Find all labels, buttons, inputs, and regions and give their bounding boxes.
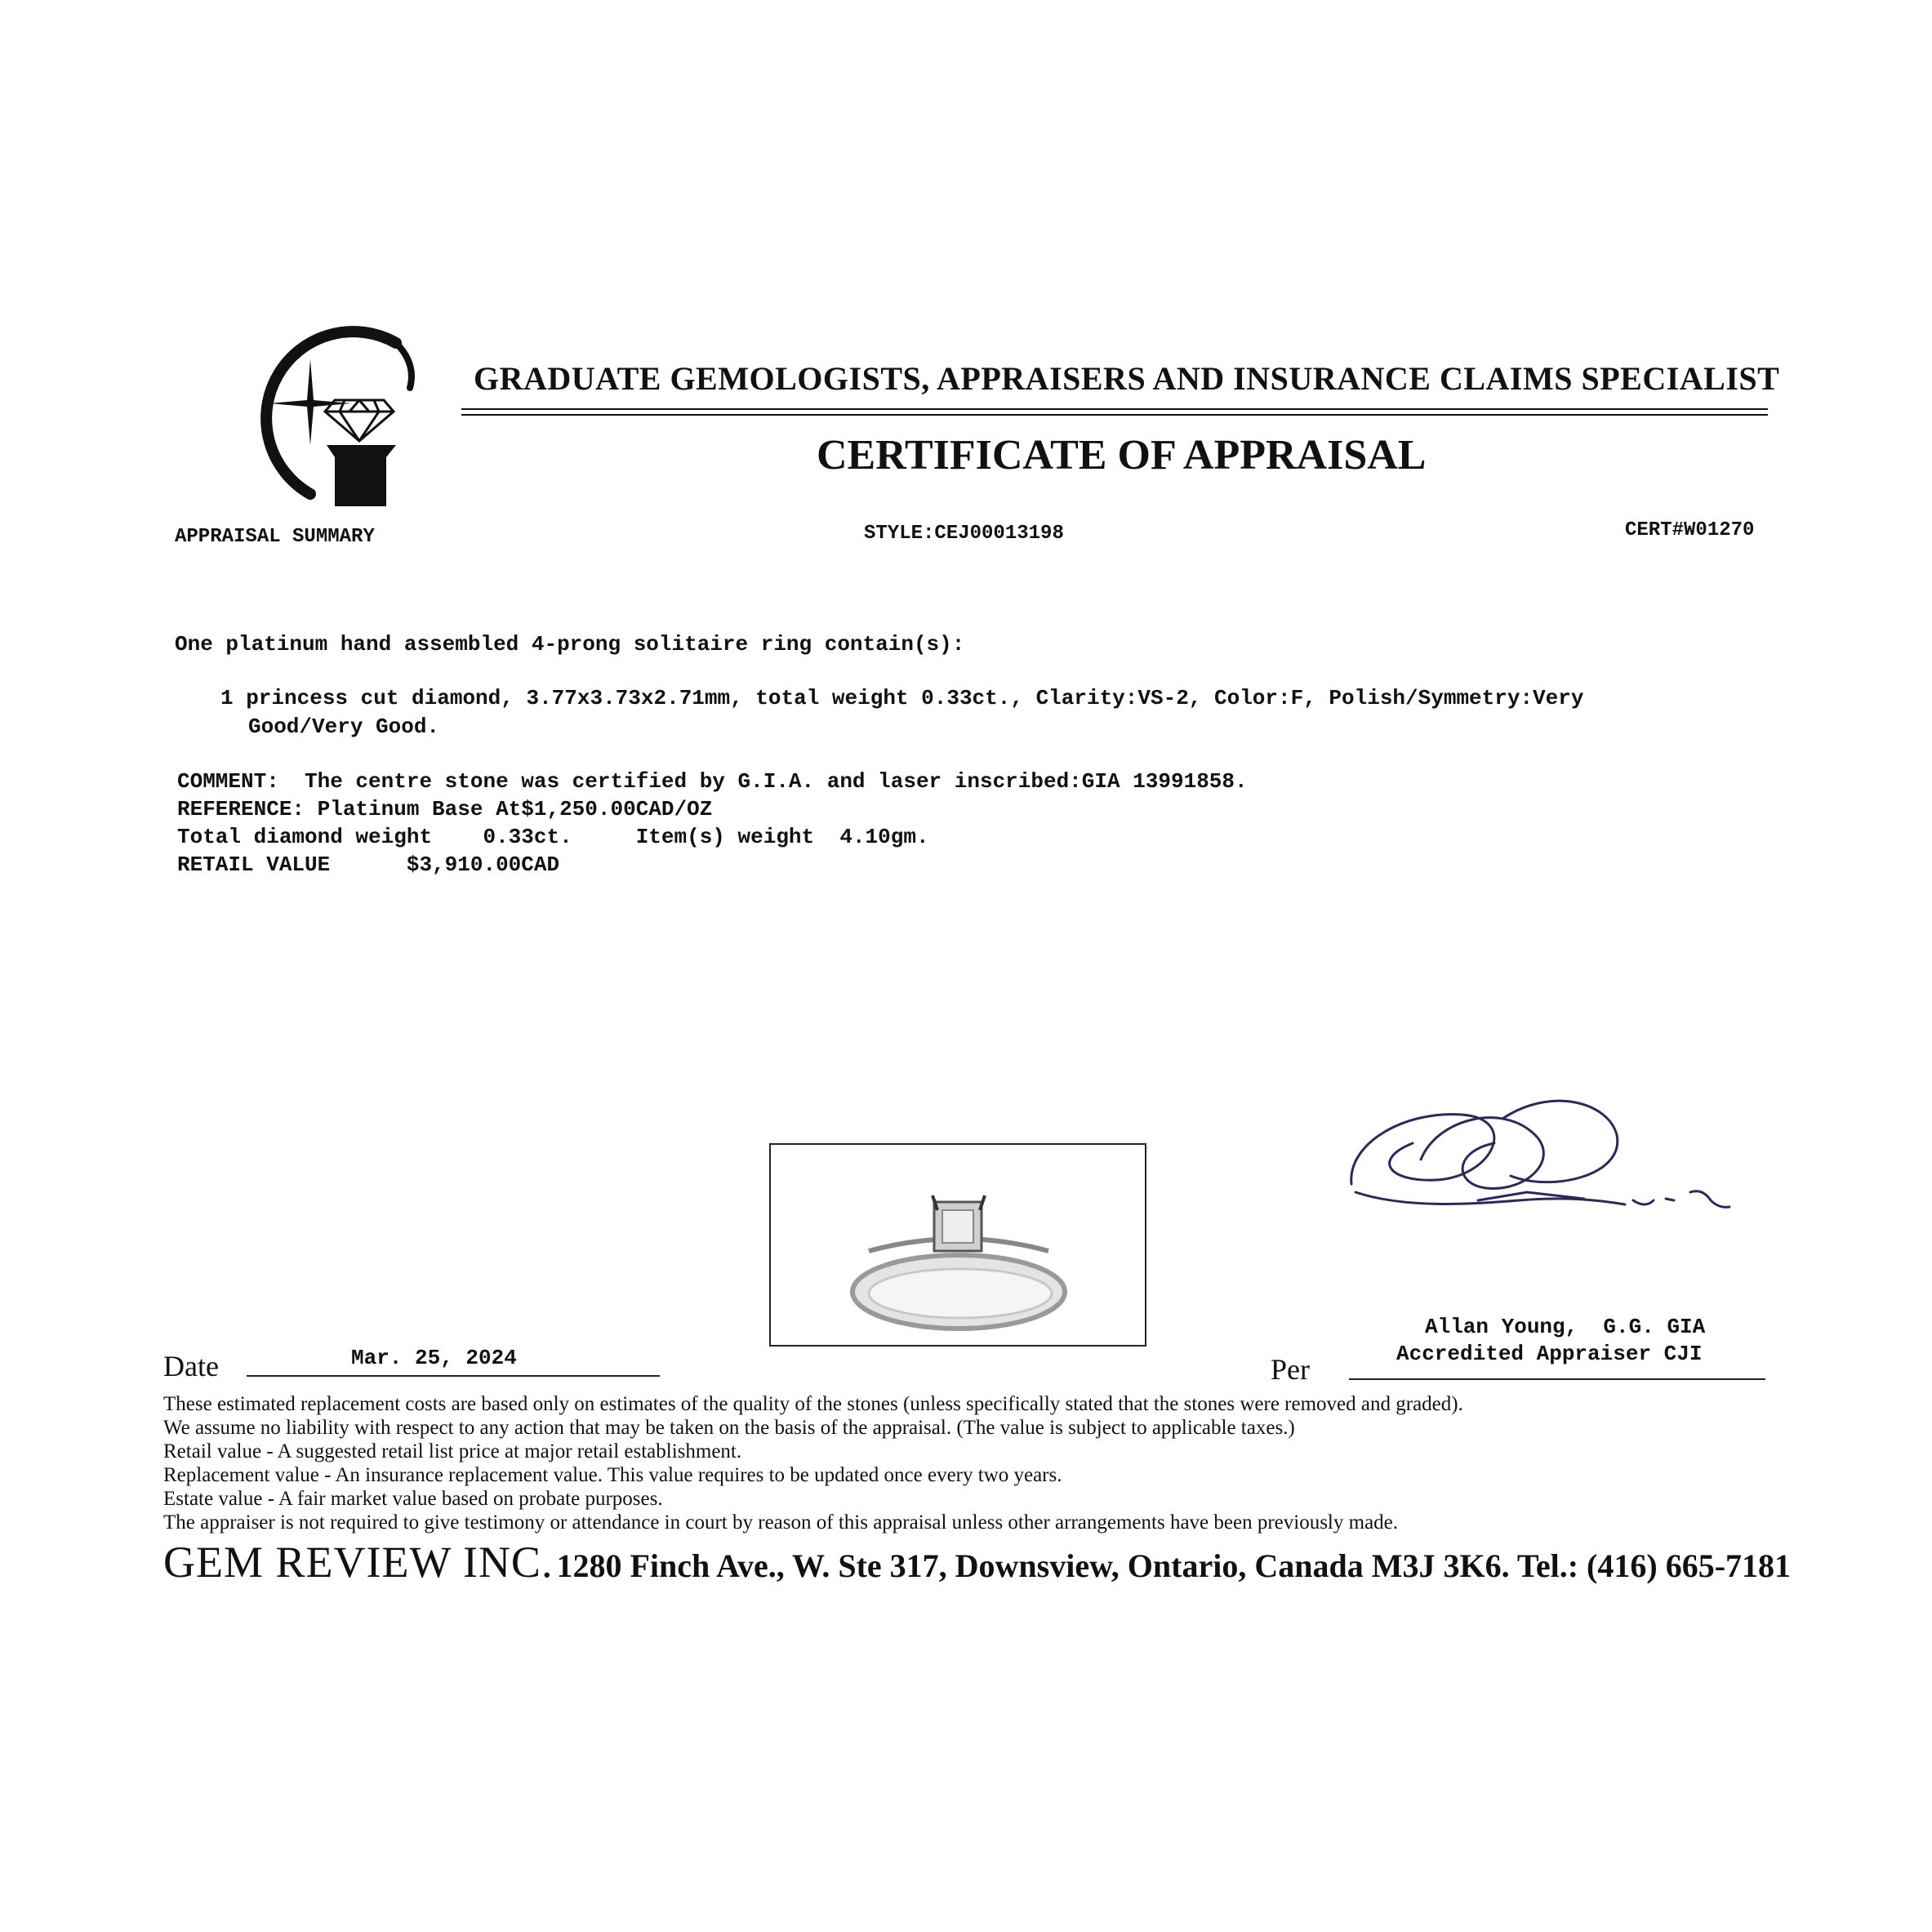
weight-line: Total diamond weight 0.33ct. Item(s) weight 4.10gm.: [177, 825, 929, 849]
retail-value: RETAIL VALUE $3,910.00CAD: [177, 852, 560, 877]
disclaimer-line: The appraiser is not required to give testimony or attendance in court by reason of this appraisal unless other arrangements have been previously made.: [163, 1511, 1399, 1534]
appraisal-summary-label: APPRAISAL SUMMARY: [175, 526, 375, 548]
ring-photo: [769, 1143, 1146, 1347]
appraiser-title: Accredited Appraiser CJI: [1396, 1342, 1703, 1366]
comment-line: COMMENT: The centre stone was certified by G.I.A. and laser inscribed:GIA 13991858.: [177, 769, 1248, 794]
header-title: GRADUATE GEMOLOGISTS, APPRAISERS AND INSURANCE CLAIMS SPECIALIST: [474, 360, 1780, 397]
disclaimer-line: Replacement value - An insurance replacement value. This value requires to be updated once every two years.: [163, 1464, 1062, 1486]
appraiser-name: Allan Young, G.G. GIA: [1425, 1315, 1706, 1339]
reference-line: REFERENCE: Platinum Base At$1,250.00CAD/OZ: [177, 797, 713, 821]
company-address: 1280 Finch Ave., W. Ste 317, Downsview, Ontario, Canada M3J 3K6. Tel.: (416) 665-7181: [556, 1547, 1792, 1584]
stone-description: 1 princess cut diamond, 3.77x3.73x2.71mm, total weight 0.33ct., Clarity:VS-2, Color:F, Polish/Symmetry:Very: [220, 686, 1584, 710]
date-value: Mar. 25, 2024: [351, 1346, 517, 1370]
certificate-title: CERTIFICATE OF APPRAISAL: [817, 432, 1427, 479]
per-underline: [1349, 1378, 1765, 1380]
disclaimer-line: Retail value - A suggested retail list price at major retail establishment.: [163, 1440, 742, 1462]
cert-number: CERT#W01270: [1625, 519, 1755, 541]
style-number: STYLE:CEJ00013198: [864, 523, 1064, 545]
disclaimer-line: These estimated replacement costs are based only on estimates of the quality of the stones (unless specifically stated that the stones were removed and graded).: [163, 1393, 1463, 1415]
disclaimers: [163, 1392, 1829, 1534]
company-name: GEM REVIEW INC.: [163, 1538, 554, 1587]
disclaimer-line: Estate value - A fair market value based on probate purposes.: [163, 1488, 663, 1510]
stone-description-cont: Good/Very Good.: [248, 714, 440, 739]
header-divider: [461, 408, 1768, 416]
signature: [1339, 1086, 1739, 1233]
gemologist-logo-icon: [220, 310, 425, 514]
per-label: Per: [1271, 1353, 1310, 1386]
date-label: Date: [163, 1350, 219, 1382]
footer: [163, 1537, 1791, 1587]
disclaimer-line: We assume no liability with respect to any action that may be taken on the basis of the appraisal. (The value is subject to applicable taxes.): [163, 1417, 1295, 1439]
date-underline: [247, 1375, 660, 1377]
item-intro: One platinum hand assembled 4-prong solitaire ring contain(s):: [175, 632, 965, 657]
